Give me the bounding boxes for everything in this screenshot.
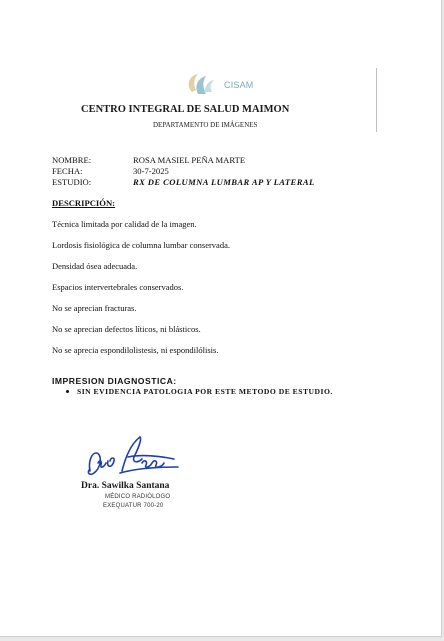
handwritten-signature-icon xyxy=(82,433,182,479)
impression-heading: IMPRESION DIAGNOSTICA: xyxy=(52,376,177,386)
name-row xyxy=(52,155,315,166)
signature-license: EXEQUATUR 700-20 xyxy=(103,503,164,509)
description-heading: DESCRIPCIÓN: xyxy=(52,198,116,208)
study-row xyxy=(52,177,315,188)
department-name: DEPARTAMENTO DE IMÁGENES xyxy=(153,121,258,129)
signature-title: MÉDICO RADIÓLOGO xyxy=(105,494,171,500)
logo-text: CISAM xyxy=(224,80,254,90)
impression-text: SIN EVIDENCIA PATOLOGIA POR ESTE METODO DE ESTUDIO. xyxy=(77,387,333,396)
finding-item: No se aprecian fracturas. xyxy=(52,303,137,313)
signature-name: Dra. Sawilka Santana xyxy=(81,481,170,491)
finding-item: Técnica limitada por calidad de la imagen. xyxy=(52,219,197,229)
findings-list xyxy=(52,219,230,366)
patient-info xyxy=(52,155,315,188)
date-row xyxy=(52,166,315,177)
study-label: ESTUDIO: xyxy=(52,177,92,187)
name-value: ROSA MASIEL PEÑA MARTE xyxy=(133,155,246,165)
impression-list xyxy=(66,387,333,396)
finding-item: No se aprecia espondilolistesis, ni espondilólisis. xyxy=(52,345,219,355)
study-value: RX DE COLUMNA LUMBAR AP Y LATERAL xyxy=(133,177,315,187)
finding-item: Espacios intervertebrales conservados. xyxy=(52,282,184,292)
date-label: FECHA: xyxy=(52,166,83,176)
date-value: 30-7-2025 xyxy=(133,166,169,176)
finding-item: Densidad ósea adecuada. xyxy=(52,261,138,271)
name-label: NOMBRE: xyxy=(52,155,92,165)
impression-item xyxy=(66,387,333,396)
finding-item: No se aprecian defectos líticos, ni blásticos. xyxy=(52,324,201,334)
finding-item: Lordosis fisiológica de columna lumbar conservada. xyxy=(52,240,230,250)
bullet-icon xyxy=(66,390,69,393)
header-divider xyxy=(376,68,377,132)
organization-name: CENTRO INTEGRAL DE SALUD MAIMON xyxy=(81,104,290,115)
